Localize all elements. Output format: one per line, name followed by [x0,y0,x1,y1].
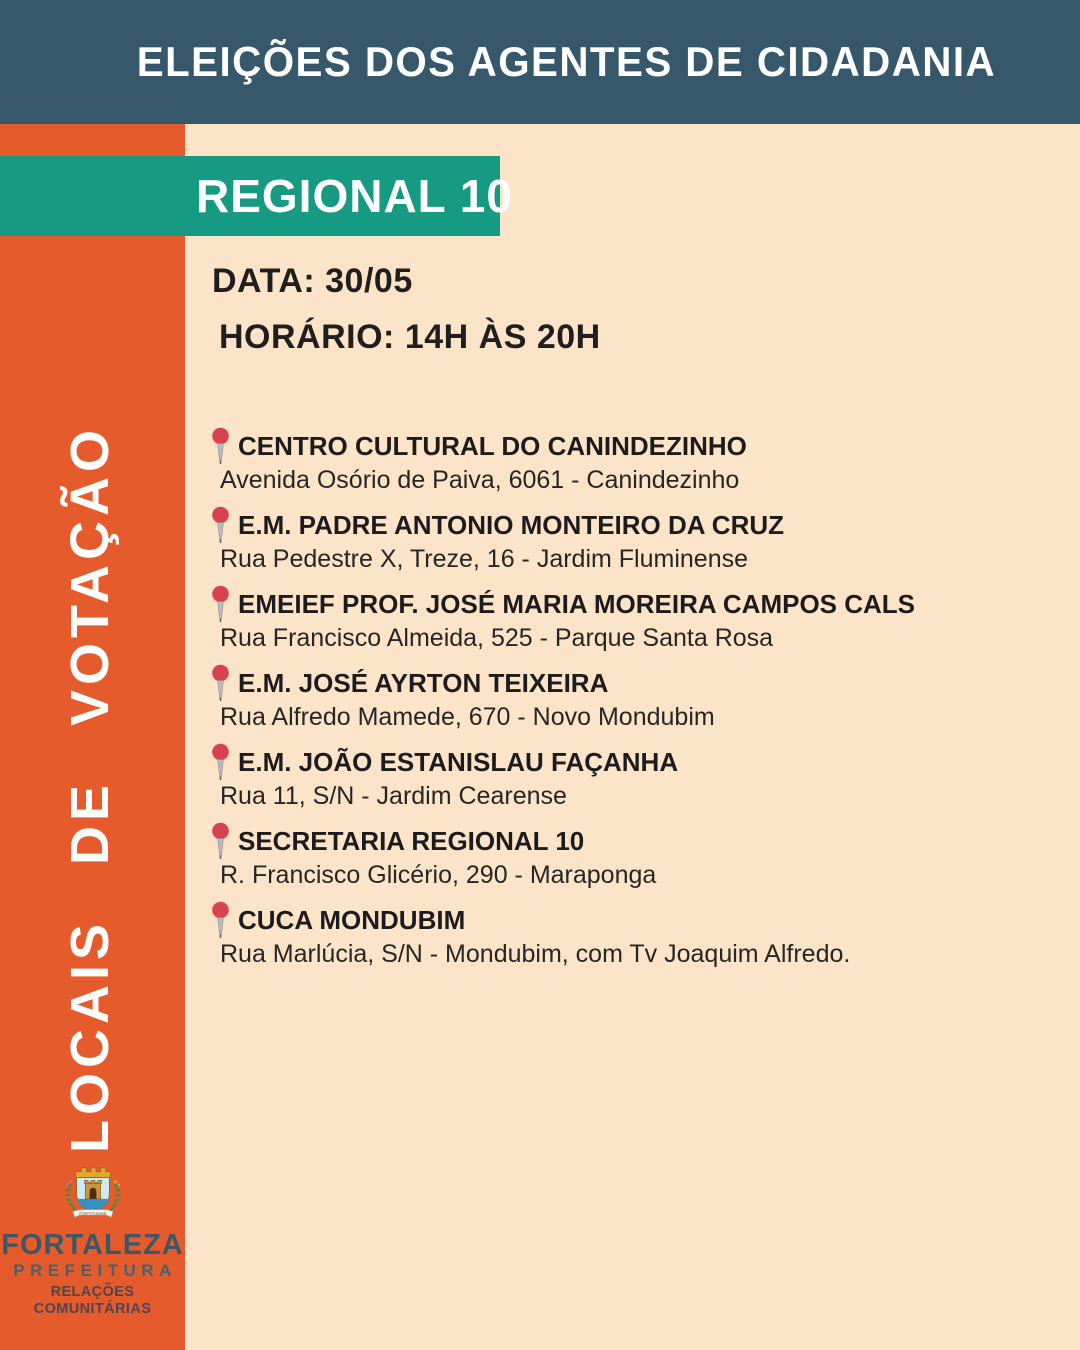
region-banner [0,156,513,236]
location-item [210,588,1050,654]
header-bar [0,0,1080,124]
location-name: E.M. JOÃO ESTANISLAU FAÇANHA [210,746,1050,779]
department-label: RELAÇÕES COMUNITÁRIAS [33,1284,152,1317]
location-item [210,667,1050,733]
location-address: Rua Alfredo Mamede, 670 - Novo Mondubim [220,703,715,731]
fortaleza-coat-of-arms-icon [58,1164,128,1226]
schedule-time: HORÁRIO: 14H ÀS 20H [219,318,601,356]
schedule-date: DATA: 30/05 [212,262,413,300]
page-title: ELEIÇÕES DOS AGENTES DE CIDADANIA [137,38,997,85]
brand-name: FORTALEZA [1,1229,184,1261]
location-address: R. Francisco Glicério, 290 - Maraponga [220,861,657,889]
crest-motto: FORTITUDINE [78,1210,107,1216]
location-address: Rua Marlúcia, S/N - Mondubim, com Tv Joaquim Alfredo. [220,940,851,968]
pushpin-icon [210,585,231,625]
pushpin-icon [210,506,231,546]
location-item [210,825,1050,891]
location-item [210,746,1050,812]
location-address: Rua Francisco Almeida, 525 - Parque Santa Rosa [220,624,774,652]
locations-list [210,430,1050,983]
region-banner-label: REGIONAL 10 [196,170,513,222]
location-name: SECRETARIA REGIONAL 10 [210,825,1050,858]
location-name: CUCA MONDUBIM [210,904,1050,937]
location-address: Rua 11, S/N - Jardim Cearense [220,782,567,810]
schedule-block [212,262,601,357]
pushpin-icon [210,427,231,467]
location-address: Rua Pedestre X, Treze, 16 - Jardim Fluminense [220,545,749,573]
pushpin-icon [210,664,231,704]
location-item [210,430,1050,496]
pushpin-icon [210,901,231,941]
location-name: E.M. PADRE ANTONIO MONTEIRO DA CRUZ [210,509,1050,542]
brand-subtitle: PREFEITURA [13,1261,177,1280]
location-item [210,509,1050,575]
sidebar-vertical-label: LOCAIS DE VOTAÇÃO [60,425,120,1154]
pushpin-icon [210,743,231,783]
location-address: Avenida Osório de Paiva, 6061 - Canindezinho [220,466,740,494]
location-item [210,904,1050,970]
footer-logo [0,1164,185,1318]
location-name: E.M. JOSÉ AYRTON TEIXEIRA [210,667,1050,700]
location-name: CENTRO CULTURAL DO CANINDEZINHO [210,430,1050,463]
pushpin-icon [210,822,231,862]
location-name: EMEIEF PROF. JOSÉ MARIA MOREIRA CAMPOS CALS [210,588,1050,621]
